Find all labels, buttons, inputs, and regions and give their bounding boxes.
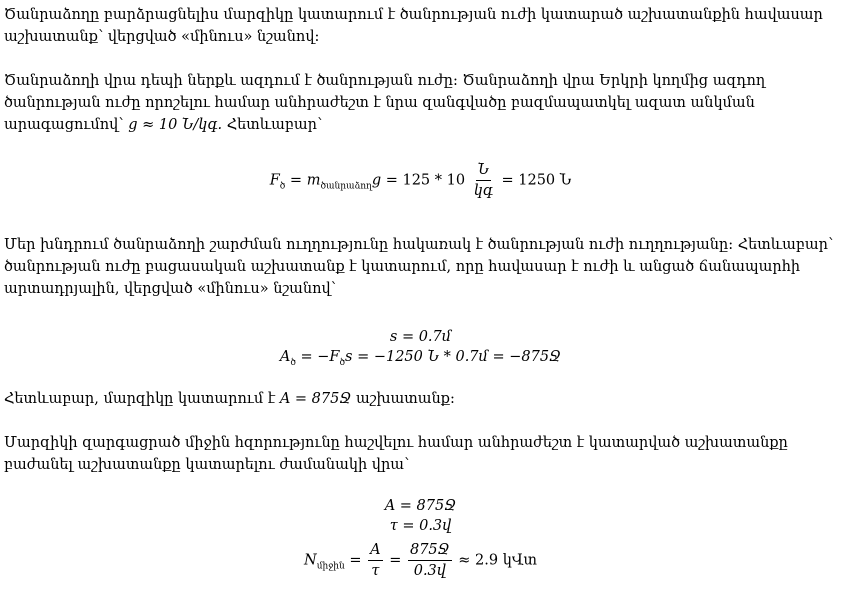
- paragraph-gravity-text: Ծանրաձողի վրա դեպի ներքև ազդում է ծանրության ուժը: Ծանրաձողի վրա Երկրի կողմից ազդող ծանրության ուժը որոշելու համար անհրաժեշտ է նրա զանգվածը բազմապատկել ազատ անկման արագացումով՝: [4, 73, 766, 133]
- formula-term: g: [371, 172, 382, 189]
- formula-line-time: τ = 0.3վ: [389, 518, 452, 534]
- formula-fraction: [368, 540, 382, 581]
- formula-line-distance: s = 0.7մ: [389, 329, 452, 345]
- formula-subscript: ծ: [339, 358, 346, 368]
- formula-term: = 1250 Ն: [496, 172, 572, 189]
- formula-subscript: ծանրաձող: [320, 181, 372, 192]
- document-body-3: [4, 388, 834, 476]
- paragraph-direction: Մեր խնդրում ծանրաձողի շարժման ուղղությունը հակառակ է ծանրության ուժի ուղղությանը: Հետևաբար՝ ծանրության ուժը բացասական աշխատանք է կատարում, որը հավասար է ուժի և անցած ճանապարհի արտադրյալին, վերցված «մինուս» նշանով՝: [4, 237, 834, 297]
- formula-subscript: ծ: [279, 181, 286, 192]
- formula-subscript: ծ: [290, 358, 296, 368]
- paragraph-power: Մարզիկի զարգացրած միջին հզորությունը հաշվելու համար անհրաժեշտ է կատարված աշխատանքը բաժանել աշխատանքը կատարելու ժամանակի վրա՝: [4, 435, 788, 473]
- document-body: [4, 4, 834, 136]
- fraction-denominator: կգ: [473, 183, 493, 199]
- fraction-denominator: τ: [371, 563, 380, 579]
- formula-term: s = −1250 Ն * 0.7մ = −875Ջ: [345, 349, 562, 365]
- formula-term: =: [285, 172, 307, 189]
- inline-g-expression: g ≈ 10 Ն/կգ.: [128, 117, 223, 133]
- formula-fraction: [472, 160, 495, 201]
- formula-power: [0, 496, 841, 581]
- formula-term: N: [304, 552, 317, 569]
- fraction-denominator: 0.3վ: [413, 563, 446, 579]
- formula-term: A: [279, 349, 291, 365]
- formula-term: =: [384, 552, 406, 569]
- formula-subscript: միջին: [316, 561, 345, 572]
- formula-term: F: [269, 172, 280, 189]
- formula-term: = 125 * 10: [381, 172, 470, 189]
- formula-line-work: [0, 347, 841, 373]
- formula-fraction: [408, 540, 452, 581]
- spacer: [4, 410, 834, 432]
- paragraph-result: [4, 388, 834, 410]
- paragraph-intro: Ծանրաձողը բարձրացնելիս մարզիկը կատարում է ծանրության ուժի կատարած աշխատանքին հավասար աշխատանք՝ վերցված «մինուս» նշանով:: [4, 7, 823, 45]
- formula-work: [0, 327, 841, 373]
- spacer: [4, 48, 834, 70]
- fraction-numerator: A: [368, 540, 382, 561]
- paragraph-result-text: Հետևաբար, մարզիկը կատարում է: [4, 391, 276, 407]
- fraction-numerator: Ն: [476, 160, 492, 181]
- formula-term: = −F: [295, 349, 340, 365]
- formula-line-work: A = 875Ջ: [384, 498, 457, 514]
- formula-gravity-force: [0, 160, 841, 201]
- fraction-numerator: 875Ջ: [408, 540, 452, 561]
- document-body-2: [4, 234, 834, 300]
- formula-term: m: [306, 172, 321, 189]
- formula-term: ≈ 2.9 կՎտ: [453, 552, 537, 569]
- inline-work-value: A = 875Ջ: [279, 391, 352, 407]
- paragraph-gravity-therefore: Հետևաբար՝: [226, 117, 323, 133]
- paragraph-result-tail: աշխատանք:: [356, 391, 455, 407]
- formula-line-power: [0, 540, 841, 581]
- formula-term: =: [344, 552, 367, 569]
- paragraph-gravity: [4, 70, 834, 136]
